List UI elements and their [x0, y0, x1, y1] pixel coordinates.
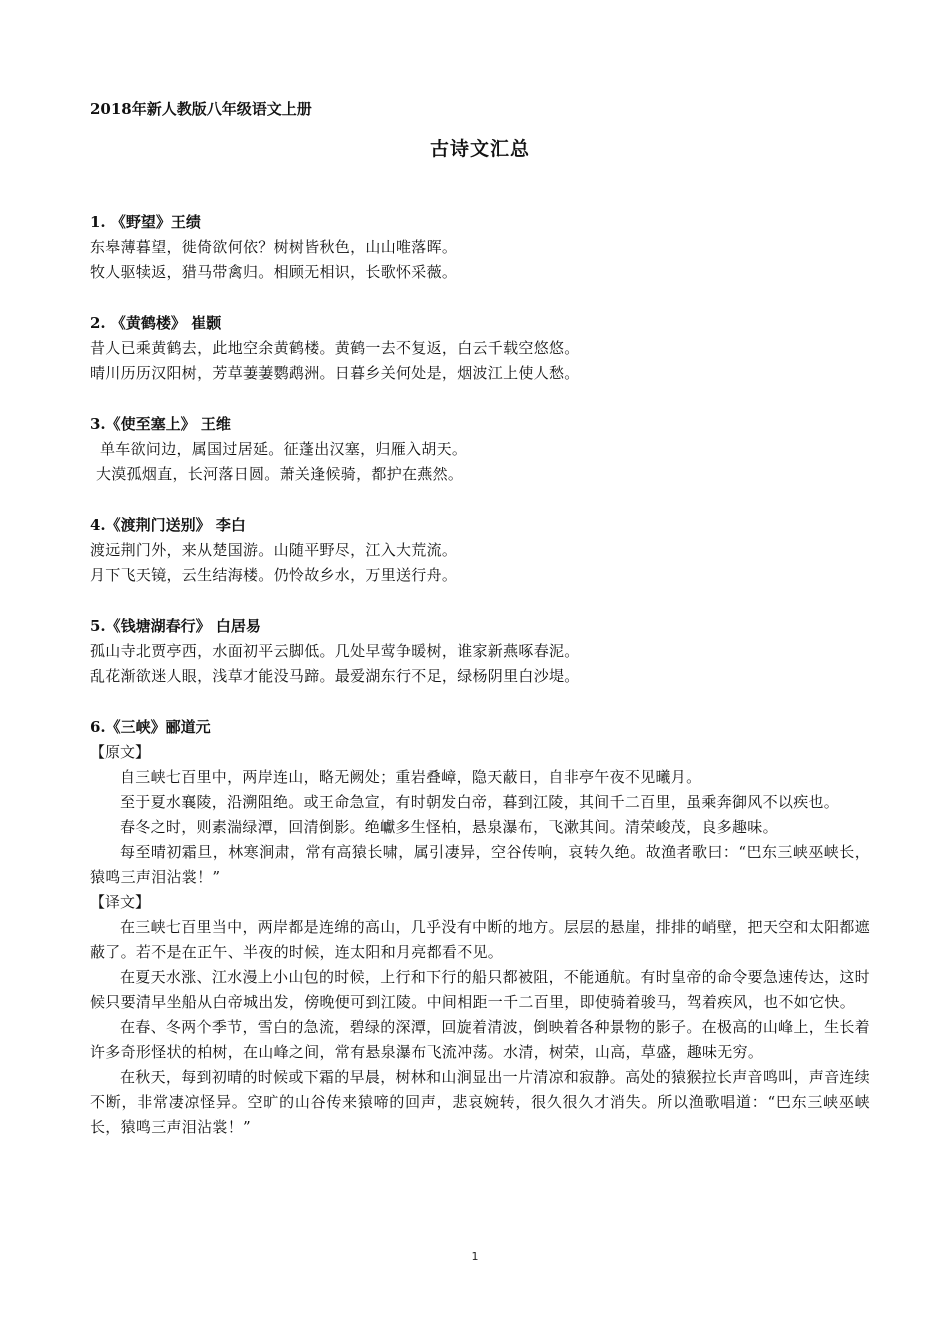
poem-line: 乱花渐欲迷人眼，浅草才能没马蹄。最爱湖东行不足，绿杨阴里白沙堤。: [90, 667, 580, 685]
document-page: [90, 96, 870, 1166]
poem-4: [90, 513, 870, 588]
poem-title: 5.《钱塘湖春行》 白居易: [90, 617, 261, 635]
original-paragraph: 春冬之时，则素湍绿潭，回清倒影。绝巘多生怪柏，悬泉瀑布，飞漱其间。清荣峻茂，良多趣味。: [120, 818, 778, 836]
original-paragraph: 自三峡七百里中，两岸连山，略无阙处；重岩叠嶂，隐天蔽日，自非亭午夜不见曦月。: [120, 768, 702, 786]
document-subtitle: 2018年新人教版八年级语文上册: [90, 100, 312, 118]
poem-title: 2. 《黄鹤楼》 崔颢: [90, 314, 222, 332]
poem-3: [90, 412, 870, 487]
poem-5: [90, 614, 870, 689]
poem-list: [90, 210, 870, 1140]
original-paragraph: 至于夏水襄陵，沿溯阻绝。或王命急宣，有时朝发白帝，暮到江陵，其间千二百里，虽乘奔御风不以疾也。: [120, 793, 840, 811]
poem-line: 牧人驱犊返，猎马带禽归。相顾无相识，长歌怀采薇。: [90, 263, 458, 281]
poem-line: 昔人已乘黄鹤去，此地空余黄鹤楼。黄鹤一去不复返，白云千载空悠悠。: [90, 339, 580, 357]
original-text-label: 【原文】: [90, 743, 151, 761]
poem-line: 东皋薄暮望，徙倚欲何依？树树皆秋色，山山唯落晖。: [90, 238, 458, 256]
poem-2: [90, 311, 870, 386]
poem-title: 3.《使至塞上》 王维: [90, 415, 231, 433]
poem-title: 6.《三峡》郦道元: [90, 718, 211, 736]
poem-line: 渡远荆门外，来从楚国游。山随平野尽，江入大荒流。: [90, 541, 458, 559]
poem-6-sanxia: [90, 715, 870, 1140]
poem-title: 4.《渡荆门送别》 李白: [90, 516, 246, 534]
translation-paragraph: 在夏天水涨、江水漫上小山包的时候，上行和下行的船只都被阻，不能通航。有时皇帝的命令要急速传达，这时候只要清早坐船从白帝城出发，傍晚便可到江陵。中间相距一千二百里，即使骑着骏马，驾着疾风，也不如它快。: [90, 968, 870, 1011]
poem-line: 月下飞天镜，云生结海楼。仍怜故乡水，万里送行舟。: [90, 566, 458, 584]
translation-label: 【译文】: [90, 893, 151, 911]
page-number: 1: [471, 1250, 479, 1263]
translation-paragraph: 在三峡七百里当中，两岸都是连绵的高山，几乎没有中断的地方。层层的悬崖，排排的峭壁，把天空和太阳都遮蔽了。若不是在正午、半夜的时候，连太阳和月亮都看不见。: [90, 918, 870, 961]
translation-paragraph: 在秋天，每到初晴的时候或下霜的早晨，树林和山涧显出一片清凉和寂静。高处的猿猴拉长声音鸣叫，声音连续不断，非常凄凉怪异。空旷的山谷传来猿啼的回声，悲哀婉转，很久很久才消失。所以渔歌唱道：“巴东三峡巫峡长，猿鸣三声泪沾裳！”: [90, 1068, 870, 1136]
original-paragraph: 每至晴初霜旦，林寒涧肃，常有高猿长啸，属引凄异，空谷传响，哀转久绝。故渔者歌曰：“巴东三峡巫峡长，猿鸣三声泪沾裳！”: [90, 843, 870, 886]
document-title: 古诗文汇总: [429, 138, 530, 160]
poem-1: [90, 210, 870, 285]
poem-line: 大漠孤烟直，长河落日圆。萧关逢候骑，都护在燕然。: [96, 465, 464, 483]
poem-line: 晴川历历汉阳树，芳草萋萋鹦鹉洲。日暮乡关何处是，烟波江上使人愁。: [90, 364, 580, 382]
poem-title: 1. 《野望》王绩: [90, 213, 201, 231]
translation-paragraph: 在春、冬两个季节，雪白的急流，碧绿的深潭，回旋着清波，倒映着各种景物的影子。在极高的山峰上，生长着许多奇形怪状的柏树，在山峰之间，常有悬泉瀑布飞流冲荡。水清，树荣，山高，草盛，趣味无穷。: [90, 1018, 870, 1061]
poem-line: 孤山寺北贾亭西，水面初平云脚低。几处早莺争暖树，谁家新燕啄春泥。: [90, 642, 580, 660]
poem-line: 单车欲问边，属国过居延。征蓬出汉塞，归雁入胡天。: [100, 440, 468, 458]
